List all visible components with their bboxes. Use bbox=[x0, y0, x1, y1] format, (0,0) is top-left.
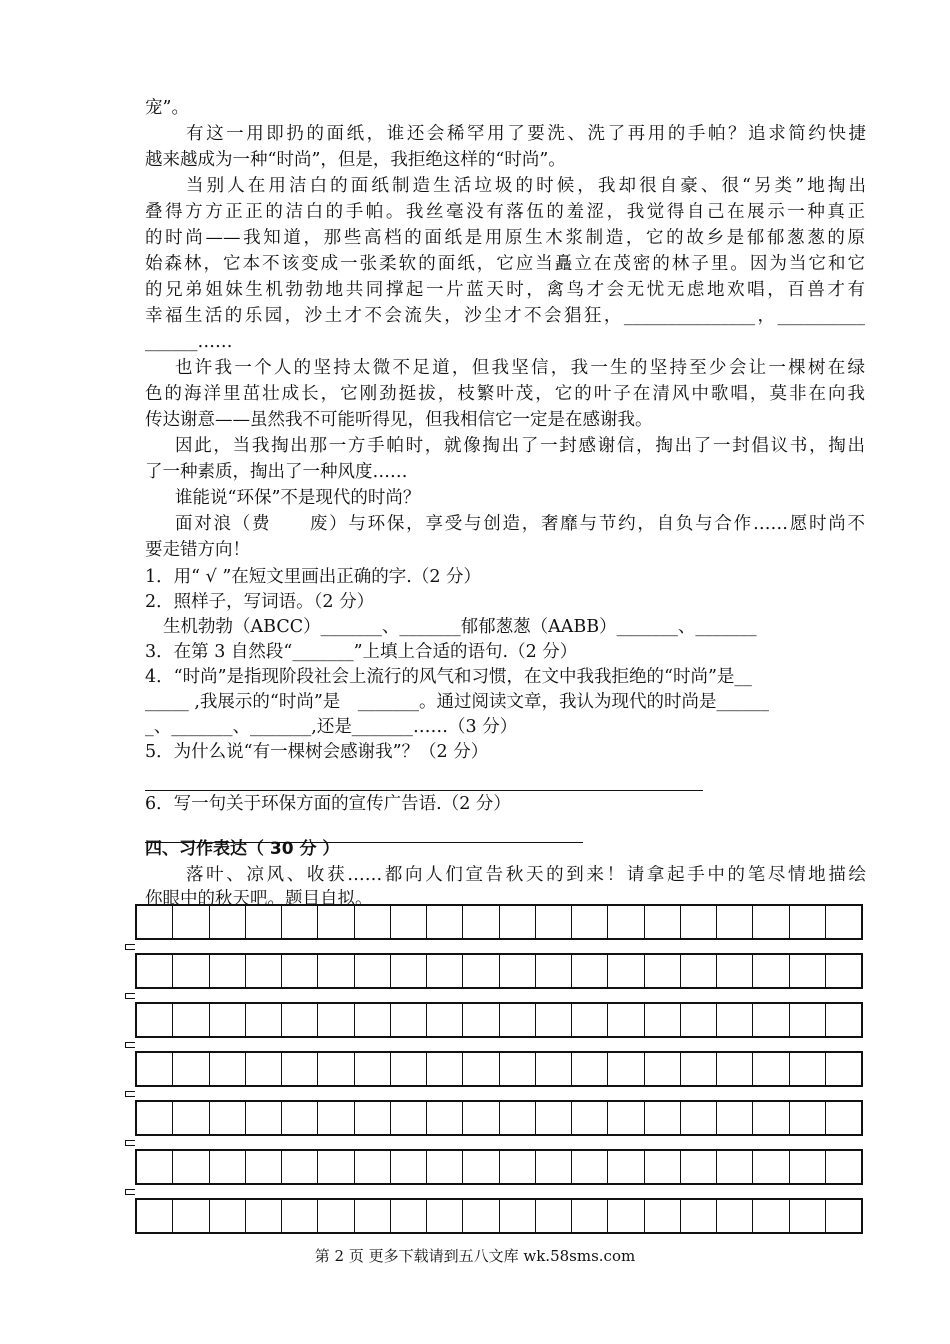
grid-cell[interactable] bbox=[790, 1004, 826, 1036]
grid-cell[interactable] bbox=[826, 1102, 861, 1134]
grid-cell[interactable] bbox=[608, 1053, 644, 1085]
grid-cell[interactable] bbox=[282, 955, 318, 987]
grid-cell[interactable] bbox=[427, 1053, 463, 1085]
grid-cell[interactable] bbox=[572, 1102, 608, 1134]
article-line: 越来越成为一种“时尚”，但是，我拒绝这样的“时尚”。 bbox=[145, 150, 566, 170]
grid-row-marker bbox=[125, 944, 135, 950]
grid-cell[interactable] bbox=[645, 1004, 681, 1036]
grid-row-marker bbox=[125, 993, 135, 999]
article-line: 要走错方向！ bbox=[145, 540, 250, 560]
article-paragraph-4: 也许我一个人的坚持太微不足道，但我坚信，我一生的坚持至少会让一棵树在绿 bbox=[175, 358, 865, 378]
grid-row bbox=[135, 904, 863, 940]
grid-cell[interactable] bbox=[826, 955, 861, 987]
question-4-cont: _____ ,我展示的“时尚”是 _______。通过阅读文章，我认为现代的时尚是______ bbox=[145, 692, 770, 712]
grid-cell[interactable] bbox=[246, 1004, 282, 1036]
grid-cell[interactable] bbox=[282, 906, 318, 938]
article-paragraph-7: 面对浪（费 废）与环保，享受与创造，奢靡与节约，自负与合作……愿时尚不 bbox=[175, 514, 865, 534]
grid-cell[interactable] bbox=[681, 1004, 717, 1036]
grid-cell[interactable] bbox=[427, 955, 463, 987]
article-paragraph-5: 因此，当我掏出那一方手帕时，就像掏出了一封感谢信，掏出了一封倡议书，掏出 bbox=[175, 436, 865, 456]
grid-cell[interactable] bbox=[753, 955, 789, 987]
grid-cell[interactable] bbox=[826, 1004, 861, 1036]
grid-cell[interactable] bbox=[355, 1200, 391, 1232]
grid-cell[interactable] bbox=[210, 1200, 246, 1232]
grid-cell[interactable] bbox=[790, 1102, 826, 1134]
page-footer: 第 2 页 更多下载请到五八文库 wk.58sms.com bbox=[314, 1247, 636, 1265]
grid-cell[interactable] bbox=[463, 906, 499, 938]
grid-cell[interactable] bbox=[427, 1004, 463, 1036]
grid-cell[interactable] bbox=[717, 1200, 753, 1232]
grid-cell[interactable] bbox=[427, 1151, 463, 1183]
article-line-blanks: ______…… bbox=[145, 332, 233, 352]
grid-cell[interactable] bbox=[210, 1053, 246, 1085]
grid-cell[interactable] bbox=[137, 1200, 173, 1232]
grid-cell[interactable] bbox=[645, 906, 681, 938]
grid-cell[interactable] bbox=[536, 1151, 572, 1183]
grid-cell[interactable] bbox=[173, 1102, 209, 1134]
grid-cell[interactable] bbox=[463, 1151, 499, 1183]
grid-cell[interactable] bbox=[246, 906, 282, 938]
grid-cell[interactable] bbox=[355, 1053, 391, 1085]
grid-row bbox=[135, 953, 863, 989]
grid-cell[interactable] bbox=[717, 906, 753, 938]
grid-row bbox=[135, 1051, 863, 1087]
grid-cell[interactable] bbox=[753, 1200, 789, 1232]
grid-cell[interactable] bbox=[427, 906, 463, 938]
grid-cell[interactable] bbox=[608, 906, 644, 938]
article-line: 始森林，它本不该变成一张柔软的面纸，它应当矗立在茂密的林子里。因为当它和它 bbox=[145, 254, 865, 274]
grid-cell[interactable] bbox=[210, 1151, 246, 1183]
grid-cell[interactable] bbox=[500, 1004, 536, 1036]
grid-cell[interactable] bbox=[753, 1151, 789, 1183]
grid-cell[interactable] bbox=[137, 906, 173, 938]
grid-cell[interactable] bbox=[137, 955, 173, 987]
article-line: 叠得方方正正的洁白的手帕。我丝毫没有落伍的羞涩，我觉得自己在展示一种真正 bbox=[145, 202, 865, 222]
grid-cell[interactable] bbox=[608, 1151, 644, 1183]
grid-cell[interactable] bbox=[282, 1102, 318, 1134]
grid-cell[interactable] bbox=[246, 1151, 282, 1183]
question-3: 3．在第 3 自然段“_______”上填上合适的语句.（2 分） bbox=[145, 642, 578, 662]
grid-cell[interactable] bbox=[536, 906, 572, 938]
grid-cell[interactable] bbox=[608, 1102, 644, 1134]
article-line-blanks: 幸福生活的乐园，沙土才不会流失，沙尘才不会猖狂，_______________，__________ bbox=[145, 306, 865, 326]
grid-cell[interactable] bbox=[645, 1053, 681, 1085]
grid-cell[interactable] bbox=[463, 1053, 499, 1085]
grid-cell[interactable] bbox=[355, 955, 391, 987]
grid-cell[interactable] bbox=[173, 1151, 209, 1183]
question-6: 6．写一句关于环保方面的宣传广告语.（2 分） bbox=[145, 794, 511, 814]
grid-cell[interactable] bbox=[790, 906, 826, 938]
grid-cell[interactable] bbox=[826, 906, 861, 938]
question-4: 4．“时尚”是指现阶段社会上流行的风气和习惯，在文中我我拒绝的“时尚”是__ bbox=[145, 667, 752, 687]
grid-cell[interactable] bbox=[282, 1004, 318, 1036]
grid-cell[interactable] bbox=[536, 1102, 572, 1134]
grid-cell[interactable] bbox=[536, 1200, 572, 1232]
grid-cell[interactable] bbox=[173, 1004, 209, 1036]
article-paragraph-2: 有这一用即扔的面纸，谁还会稀罕用了要洗、洗了再用的手帕？追求简约快捷 bbox=[186, 124, 866, 144]
article-line: 色的海洋里茁壮成长，它刚劲挺拔，枝繁叶茂，它的叶子在清风中歌唱，莫非在向我 bbox=[145, 384, 865, 404]
grid-cell[interactable] bbox=[282, 1053, 318, 1085]
grid-cell[interactable] bbox=[173, 955, 209, 987]
grid-cell[interactable] bbox=[790, 1053, 826, 1085]
grid-cell[interactable] bbox=[463, 955, 499, 987]
grid-cell[interactable] bbox=[608, 955, 644, 987]
grid-cell[interactable] bbox=[282, 1151, 318, 1183]
grid-cell[interactable] bbox=[790, 1200, 826, 1232]
grid-cell[interactable] bbox=[500, 906, 536, 938]
grid-cell[interactable] bbox=[391, 1004, 427, 1036]
grid-cell[interactable] bbox=[681, 1053, 717, 1085]
grid-cell[interactable] bbox=[608, 1200, 644, 1232]
writing-prompt: 你眼中的秋天吧。题目自拟。 bbox=[145, 889, 373, 909]
grid-cell[interactable] bbox=[681, 955, 717, 987]
grid-cell[interactable] bbox=[681, 1200, 717, 1232]
grid-cell[interactable] bbox=[717, 1102, 753, 1134]
grid-cell[interactable] bbox=[427, 1200, 463, 1232]
grid-row bbox=[135, 1149, 863, 1185]
grid-cell[interactable] bbox=[790, 955, 826, 987]
grid-cell[interactable] bbox=[246, 1102, 282, 1134]
question-2: 2．照样子，写词语。（2 分） bbox=[145, 592, 375, 612]
grid-cell[interactable] bbox=[210, 1004, 246, 1036]
grid-cell[interactable] bbox=[572, 1004, 608, 1036]
grid-cell[interactable] bbox=[282, 1200, 318, 1232]
grid-cell[interactable] bbox=[318, 1004, 354, 1036]
question-1: 1．用“ √ ”在短文里画出正确的字.（2 分） bbox=[145, 567, 482, 587]
grid-row-marker bbox=[125, 1140, 135, 1146]
grid-cell[interactable] bbox=[753, 1102, 789, 1134]
article-line: 的时尚——我知道，那些高档的面纸是用原生木浆制造，它的故乡是郁郁葱葱的原 bbox=[145, 228, 865, 248]
article-line: 宠”。 bbox=[145, 98, 189, 118]
grid-cell[interactable] bbox=[572, 955, 608, 987]
grid-cell[interactable] bbox=[210, 955, 246, 987]
question-5: 5．为什么说“有一棵树会感谢我”？（2 分） bbox=[145, 742, 489, 762]
grid-cell[interactable] bbox=[717, 1004, 753, 1036]
grid-cell[interactable] bbox=[137, 1004, 173, 1036]
grid-cell[interactable] bbox=[463, 1200, 499, 1232]
question-2-words: 生机勃勃（ABCC）_______、_______郁郁葱葱（AABB）_______、_______ bbox=[163, 617, 757, 637]
grid-cell[interactable] bbox=[645, 955, 681, 987]
grid-cell[interactable] bbox=[210, 1102, 246, 1134]
grid-cell[interactable] bbox=[391, 1053, 427, 1085]
grid-row-marker bbox=[125, 1091, 135, 1097]
grid-cell[interactable] bbox=[717, 1151, 753, 1183]
grid-cell[interactable] bbox=[246, 1200, 282, 1232]
grid-cell[interactable] bbox=[246, 1053, 282, 1085]
article-paragraph-6: 谁能说“环保”不是现代的时尚？ bbox=[175, 488, 421, 508]
grid-cell[interactable] bbox=[753, 1004, 789, 1036]
grid-cell[interactable] bbox=[355, 1004, 391, 1036]
grid-cell[interactable] bbox=[137, 1053, 173, 1085]
grid-cell[interactable] bbox=[753, 906, 789, 938]
grid-cell[interactable] bbox=[318, 1151, 354, 1183]
grid-cell[interactable] bbox=[355, 1151, 391, 1183]
grid-cell[interactable] bbox=[500, 955, 536, 987]
grid-cell[interactable] bbox=[572, 1151, 608, 1183]
grid-cell[interactable] bbox=[681, 1102, 717, 1134]
grid-cell[interactable] bbox=[391, 906, 427, 938]
grid-cell[interactable] bbox=[536, 1004, 572, 1036]
grid-cell[interactable] bbox=[572, 1053, 608, 1085]
grid-cell[interactable] bbox=[318, 1053, 354, 1085]
article-line: 了一种素质，掏出了一种风度…… bbox=[145, 462, 408, 482]
article-line: 的兄弟姐妹生机勃勃地共同撑起一片蓝天时，禽鸟才会无忧无虑地欢唱，百兽才有 bbox=[145, 280, 865, 300]
grid-cell[interactable] bbox=[717, 955, 753, 987]
grid-cell[interactable] bbox=[645, 1151, 681, 1183]
grid-cell[interactable] bbox=[826, 1053, 861, 1085]
grid-cell[interactable] bbox=[391, 1151, 427, 1183]
grid-cell[interactable] bbox=[173, 1053, 209, 1085]
writing-prompt: 落叶、凉风、收获……都向人们宣告秋天的到来！请拿起手中的笔尽情地描绘 bbox=[186, 865, 866, 885]
grid-row bbox=[135, 1100, 863, 1136]
grid-cell[interactable] bbox=[318, 955, 354, 987]
grid-cell[interactable] bbox=[826, 1200, 861, 1232]
grid-row-marker bbox=[125, 1189, 135, 1195]
grid-cell[interactable] bbox=[826, 1151, 861, 1183]
grid-cell[interactable] bbox=[355, 906, 391, 938]
grid-cell[interactable] bbox=[463, 1102, 499, 1134]
grid-cell[interactable] bbox=[173, 1200, 209, 1232]
grid-cell[interactable] bbox=[427, 1102, 463, 1134]
grid-cell[interactable] bbox=[318, 1102, 354, 1134]
grid-cell[interactable] bbox=[681, 906, 717, 938]
grid-cell[interactable] bbox=[500, 1053, 536, 1085]
grid-cell[interactable] bbox=[790, 1151, 826, 1183]
article-paragraph-3: 当别人在用洁白的面纸制造生活垃圾的时候，我却很自豪、很“另类”地掏出 bbox=[186, 176, 867, 196]
grid-cell[interactable] bbox=[318, 906, 354, 938]
grid-cell[interactable] bbox=[500, 1151, 536, 1183]
grid-cell[interactable] bbox=[246, 955, 282, 987]
article-line: 传达谢意——虽然我不可能听得见，但我相信它一定是在感谢我。 bbox=[145, 410, 653, 430]
grid-cell[interactable] bbox=[500, 1102, 536, 1134]
grid-cell[interactable] bbox=[391, 1200, 427, 1232]
grid-cell[interactable] bbox=[137, 1102, 173, 1134]
grid-cell[interactable] bbox=[608, 1004, 644, 1036]
grid-cell[interactable] bbox=[391, 955, 427, 987]
grid-cell[interactable] bbox=[536, 1053, 572, 1085]
section-heading: 四、习作表达（ 30 分 ） bbox=[145, 839, 340, 859]
grid-cell[interactable] bbox=[173, 906, 209, 938]
grid-cell[interactable] bbox=[572, 906, 608, 938]
grid-cell[interactable] bbox=[355, 1102, 391, 1134]
grid-cell[interactable] bbox=[210, 906, 246, 938]
question-4-cont: _、_______、_______,还是_______……（3 分） bbox=[145, 717, 518, 737]
grid-cell[interactable] bbox=[318, 1200, 354, 1232]
grid-cell[interactable] bbox=[645, 1102, 681, 1134]
grid-cell[interactable] bbox=[463, 1004, 499, 1036]
grid-cell[interactable] bbox=[137, 1151, 173, 1183]
grid-cell[interactable] bbox=[753, 1053, 789, 1085]
grid-cell[interactable] bbox=[500, 1200, 536, 1232]
grid-cell[interactable] bbox=[681, 1151, 717, 1183]
grid-cell[interactable] bbox=[717, 1053, 753, 1085]
grid-cell[interactable] bbox=[645, 1200, 681, 1232]
grid-cell[interactable] bbox=[536, 955, 572, 987]
grid-row bbox=[135, 1198, 863, 1234]
grid-row bbox=[135, 1002, 863, 1038]
grid-row-marker bbox=[125, 1042, 135, 1048]
grid-cell[interactable] bbox=[391, 1102, 427, 1134]
grid-cell[interactable] bbox=[572, 1200, 608, 1232]
